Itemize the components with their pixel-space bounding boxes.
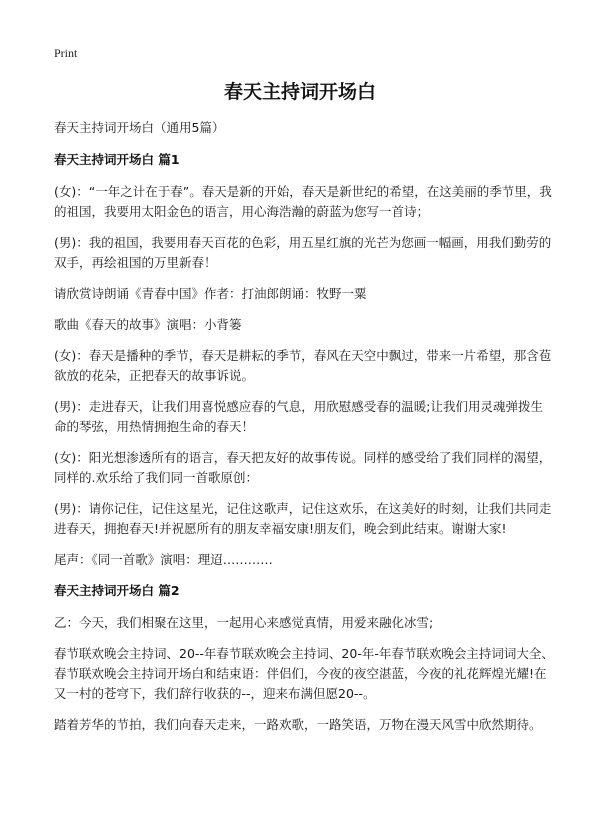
paragraph: 踏着芳华的节拍，我们向春天走来，一路欢歌，一路笑语，万物在漫天风雪中欣然期待。 [54,717,542,732]
page-title: 春天主持词开场白 [223,81,376,103]
section-heading-1: 春天主持词开场白 篇1 [54,152,180,167]
paragraph: 请欣赏诗朗诵《青春中国》作者：打油郎朗诵：牧野一粟 [54,286,367,301]
paragraph: (男)：走进春天，让我们用喜悦感应春的气息，用欣慰感受春的温暖;让我们用灵魂弹拨生命的琴弦，用热情拥抱生命的春天！ [54,399,543,434]
paragraph: 歌曲《春天的故事》演唱：小背篓 [54,317,242,332]
article-body [54,118,554,746]
paragraph: 尾声：《同一首歌》演唱：理迢………… [54,552,273,567]
paragraph: 乙：今天，我们相聚在这里，一起用心来感觉真情，用爱来融化冰雪; [54,615,434,630]
paragraph: 春节联欢晚会主持词、20--年春节联欢晚会主持词、20-年-年春节联欢晚会主持词词大全、春节联欢晚会主持词开场白和结束语：伴侣们，今夜的夜空湛蓝，今夜的礼花辉煌光耀!在又一村的苍穹下，我们辞行收获的--，迎来布满但愿20--。 [54,646,554,701]
paragraph: (女)：“一年之计在于春”。春天是新的开始，春天是新世纪的希望，在这美丽的季节里，我的祖国，我要用太阳金色的语言，用心海浩瀚的蔚蓝为您写一首诗； [54,184,552,219]
paragraph: (女)：春天是播种的季节，春天是耕耘的季节，春风在天空中飘过，带来一片希望，那含苞欲放的花朵，正把春天的故事诉说。 [54,348,552,383]
paragraph: (男)：请你记住，记住这星光，记住这歌声，记住这欢乐，在这美好的时刻，让我们共同走进春天，拥抱春天!并祝愿所有的朋友幸福安康!朋友们，晚会到此结束。谢谢大家! [54,501,552,536]
section-heading-2: 春天主持词开场白 篇2 [54,583,180,598]
paragraph: (男)：我的祖国，我要用春天百花的色彩，用五星红旗的光芒为您画一幅画，用我们勤劳的双手，再绘祖国的万里新春！ [54,235,552,270]
article-subtitle: 春天主持词开场白（通用5篇） [54,120,225,135]
paragraph: (女)：阳光想渗透所有的语言，春天把友好的故事传说。同样的感受给了我们同样的渴望，同样的.欢乐给了我们同一首歌原创： [54,450,552,485]
print-link[interactable]: Print [54,46,78,60]
